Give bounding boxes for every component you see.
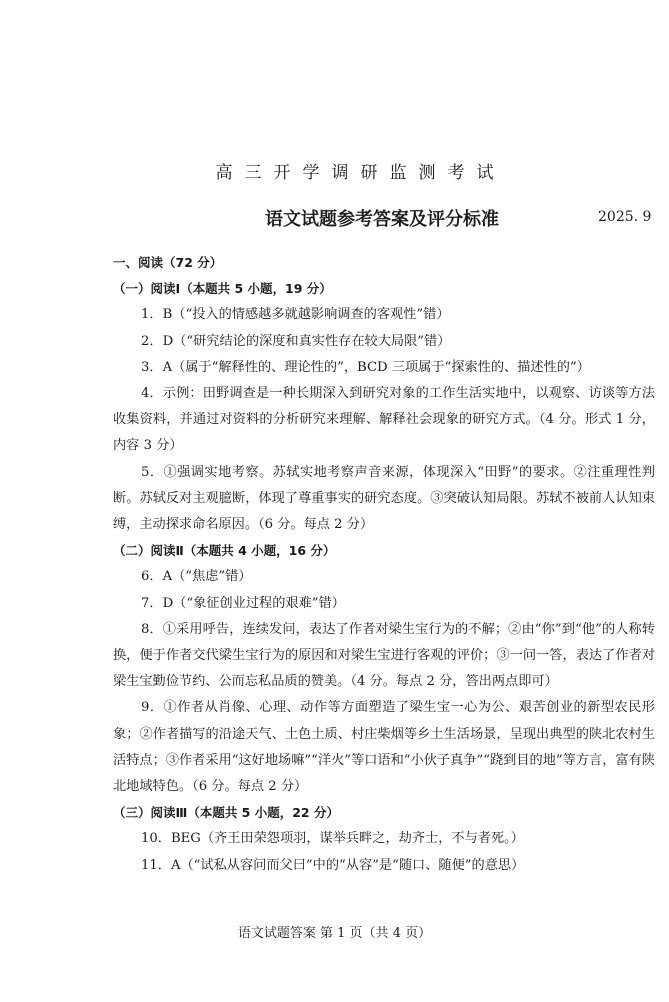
exam-title: 高三开学调研监测考试 — [215, 163, 506, 183]
answer-item-3: 3．A（属于“解释性的、理论性的”，BCD 三项属于“探索性的、描述性的”） — [141, 359, 590, 375]
answer-item-10: 10．BEG（齐王田荣怨项羽，谋举兵畔之，劫齐士，不与者死。） — [141, 831, 524, 847]
page-footer: 语文试题答案 第 1 页（共 4 页） — [237, 926, 432, 941]
answer-item-11: 11．A（“试私从容问而父曰”中的“从容”是“随口、随便”的意思） — [141, 857, 525, 873]
document-date: 2025. 9 — [598, 209, 652, 225]
answer-content — [113, 250, 655, 879]
answer-item-4: 4．示例：田野调查是一种长期深入到研究对象的工作生活实地中，以观察、访谈等方法收集资料，并通过对资料的分析研究来理解、解释社会现象的研究方式。（4 分。形式 1 分，内容 3 分） — [113, 386, 655, 454]
answer-item-8: 8．①采用呼告，连续发问，表达了作者对梁生宝行为的不解；②由“你”到“他”的人称转换，便于作者交代梁生宝行为的原因和对梁生宝进行客观的评价；③一问一答，表达了作者对梁生宝勤俭节约、公而忘私品质的赞美。（4 分。每点 2 分，答出两点即可） — [113, 621, 655, 690]
section-heading-reading: 一、阅读（72 分） — [113, 255, 223, 270]
answer-item-2: 2．D（“研究结论的深度和真实性存在较大局限”错） — [141, 333, 451, 349]
part2-heading: （二）阅读Ⅱ（本题共 4 小题，16 分） — [113, 543, 336, 559]
part1-heading: （一）阅读Ⅰ（本题共 5 小题，19 分） — [113, 281, 332, 297]
answer-item-7: 7．D（“象征创业过程的艰难”错） — [141, 595, 345, 611]
part3-heading: （三）阅读Ⅲ（本题共 5 小题，22 分） — [113, 805, 339, 821]
answer-item-5: 5．①强调实地考察。苏轼实地考察声音来源，体现深入“田野”的要求。②注重理性判断。苏轼反对主观臆断，体现了尊重事实的研究态度。③突破认知局限。苏轼不被前人认知束缚，主动探求命名原因。（6 分。每点 2 分） — [113, 464, 655, 533]
answer-item-9: 9．①作者从肖像、心理、动作等方面塑造了梁生宝一心为公、艰苦创业的新型农民形象；②作者描写的沿途天气、土色土质、村庄柴烟等乡土生活场景，呈现出典型的陕北农村生活特点；③作者采用“这好地场嘛”“洋火”等口语和“小伙子真争”“跷到目的地”等方言，富有陕北地域特色。（6 分。每点 2 分） — [113, 700, 655, 795]
document-title: 语文试题参考答案及评分标准 — [265, 209, 499, 230]
answer-item-1: 1．B（“投入的情感越多就越影响调查的客观性”错） — [141, 307, 450, 323]
answer-item-6: 6．A（“焦虑”错） — [141, 569, 252, 585]
